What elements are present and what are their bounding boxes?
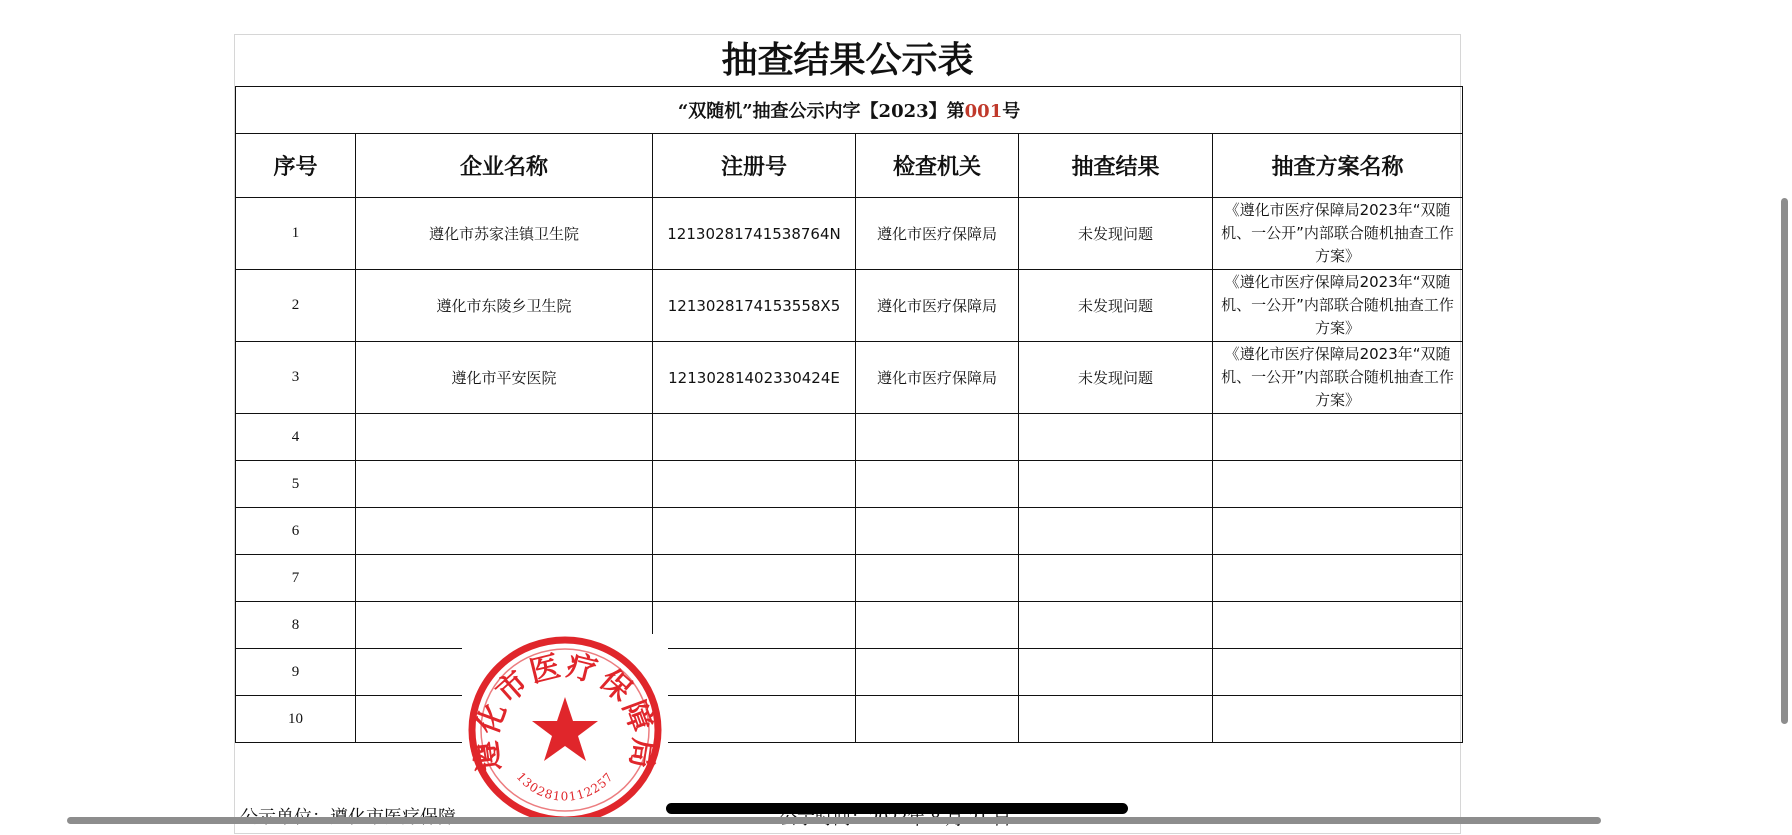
plan-line: 机、一公开”内部联合随机抽查工作 — [1221, 224, 1454, 242]
row-company: 遵化市东陵乡卫生院 — [356, 270, 653, 342]
plan-line: 方案》 — [1315, 319, 1361, 337]
seal-star-icon — [532, 697, 598, 761]
subtitle-number: 001 — [964, 101, 1003, 122]
column-header-reg-no: 注册号 — [653, 134, 856, 198]
table-row — [236, 198, 1463, 270]
column-header-seq: 序号 — [236, 134, 356, 198]
row-seq: 5 — [236, 461, 356, 508]
row-seq: 6 — [236, 508, 356, 555]
subtitle-suffix: 号 — [1002, 101, 1021, 122]
row-authority: 遵化市医疗保障局 — [856, 270, 1019, 342]
page-title: 抽查结果公示表 — [235, 35, 1460, 87]
row-authority: 遵化市医疗保障局 — [856, 198, 1019, 270]
row-company: 遵化市平安医院 — [356, 342, 653, 414]
row-reg-no: 12130281402330424E — [653, 342, 856, 414]
table-row-empty — [236, 414, 1463, 461]
plan-line: 机、一公开”内部联合随机抽查工作 — [1221, 368, 1454, 386]
publishing-unit — [240, 803, 456, 829]
row-plan — [1213, 198, 1463, 270]
row-reg-no: 12130281741538764N — [653, 198, 856, 270]
plan-line: 《遵化市医疗保障局2023年“双随 — [1224, 273, 1451, 291]
row-seq: 10 — [236, 696, 356, 743]
column-header-company: 企业名称 — [356, 134, 653, 198]
column-header-result: 抽查结果 — [1019, 134, 1213, 198]
table-row-empty — [236, 508, 1463, 555]
plan-line: 《遵化市医疗保障局2023年“双随 — [1224, 201, 1451, 219]
table-row-empty — [236, 649, 1463, 696]
svg-text:遵化市医疗保障局: 遵化市医疗保障局 — [468, 648, 662, 774]
home-indicator[interactable] — [666, 803, 1128, 814]
table-row-empty — [236, 461, 1463, 508]
row-seq: 3 — [236, 342, 356, 414]
table-header-row — [236, 134, 1463, 198]
table-row — [236, 342, 1463, 414]
row-company: 遵化市苏家洼镇卫生院 — [356, 198, 653, 270]
column-header-authority: 检查机关 — [856, 134, 1019, 198]
row-seq: 2 — [236, 270, 356, 342]
row-seq: 9 — [236, 649, 356, 696]
plan-line: 方案》 — [1315, 391, 1361, 409]
plan-line: 机、一公开”内部联合随机抽查工作 — [1221, 296, 1454, 314]
document-sheet — [234, 34, 1461, 834]
row-seq: 7 — [236, 555, 356, 602]
row-plan — [1213, 270, 1463, 342]
row-result: 未发现问题 — [1019, 342, 1213, 414]
table-row-empty — [236, 555, 1463, 602]
vertical-scrollbar[interactable] — [1781, 198, 1788, 724]
results-table — [235, 86, 1463, 743]
plan-line: 方案》 — [1315, 247, 1361, 265]
official-seal — [462, 634, 668, 824]
row-result: 未发现问题 — [1019, 270, 1213, 342]
document-subtitle — [236, 87, 1463, 134]
table-row — [236, 270, 1463, 342]
subtitle-prefix: “双随机”抽查公示内字【2023】第 — [677, 101, 965, 122]
row-plan — [1213, 342, 1463, 414]
table-row-empty — [236, 696, 1463, 743]
horizontal-scrollbar[interactable] — [67, 817, 1601, 824]
row-seq: 1 — [236, 198, 356, 270]
row-authority: 遵化市医疗保障局 — [856, 342, 1019, 414]
document-footer — [235, 795, 1460, 835]
column-header-plan: 抽查方案名称 — [1213, 134, 1463, 198]
row-seq: 4 — [236, 414, 356, 461]
plan-line: 《遵化市医疗保障局2023年“双随 — [1224, 345, 1451, 363]
svg-text:1302810112257: 1302810112257 — [513, 769, 617, 804]
row-seq: 8 — [236, 602, 356, 649]
row-reg-no: 1213028174153558X5 — [653, 270, 856, 342]
row-result: 未发现问题 — [1019, 198, 1213, 270]
seal-stamp-icon — [462, 634, 668, 824]
table-row-empty — [236, 602, 1463, 649]
